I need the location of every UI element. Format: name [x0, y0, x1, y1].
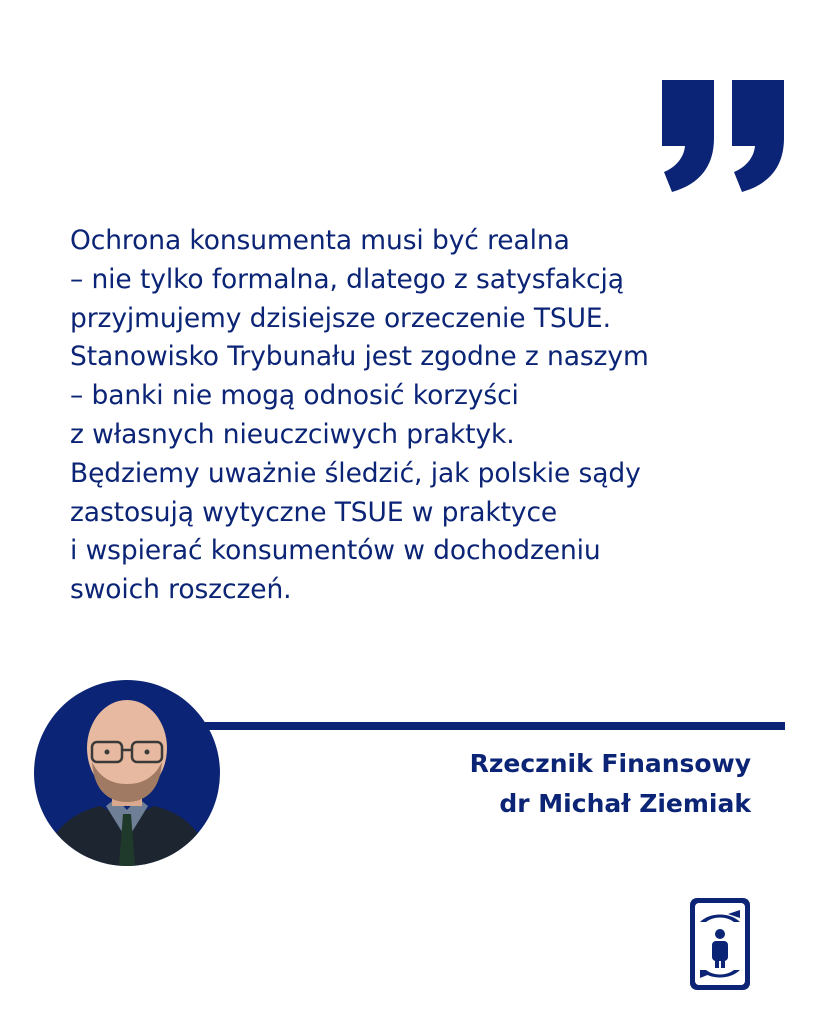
quote-line: – banki nie mogą odnosić korzyści — [70, 380, 519, 412]
quote-line: – nie tylko formalna, dlatego z satysfakcją — [70, 263, 624, 295]
quote-text — [70, 222, 790, 610]
quote-line: Ochrona konsumenta musi być realna — [70, 225, 570, 256]
quote-line: Będziemy uważnie śledzić, jak polskie sądy — [70, 457, 641, 489]
quote-line: swoich roszczeń. — [70, 574, 292, 606]
quote-line: zastosują wytyczne TSUE w praktyce — [70, 496, 558, 528]
divider-line — [205, 722, 785, 730]
quote-line: i wspierać konsumentów w dochodzeniu — [70, 535, 601, 567]
quote-line: z własnych nieuczciwych praktyk. — [70, 418, 515, 450]
quote-line: Stanowisko Trybunału jest zgodne z naszym — [70, 341, 649, 373]
protective-hands-person-logo — [688, 896, 752, 992]
author-block — [470, 744, 751, 824]
closing-quote-icon — [658, 80, 788, 192]
author-name: dr Michał Ziemiak — [499, 789, 751, 818]
author-title: Rzecznik Finansowy — [469, 749, 751, 778]
quote-line: przyjmujemy dzisiejsze orzeczenie TSUE. — [70, 302, 611, 334]
portrait-illustration — [34, 680, 220, 866]
author-portrait — [34, 680, 220, 866]
